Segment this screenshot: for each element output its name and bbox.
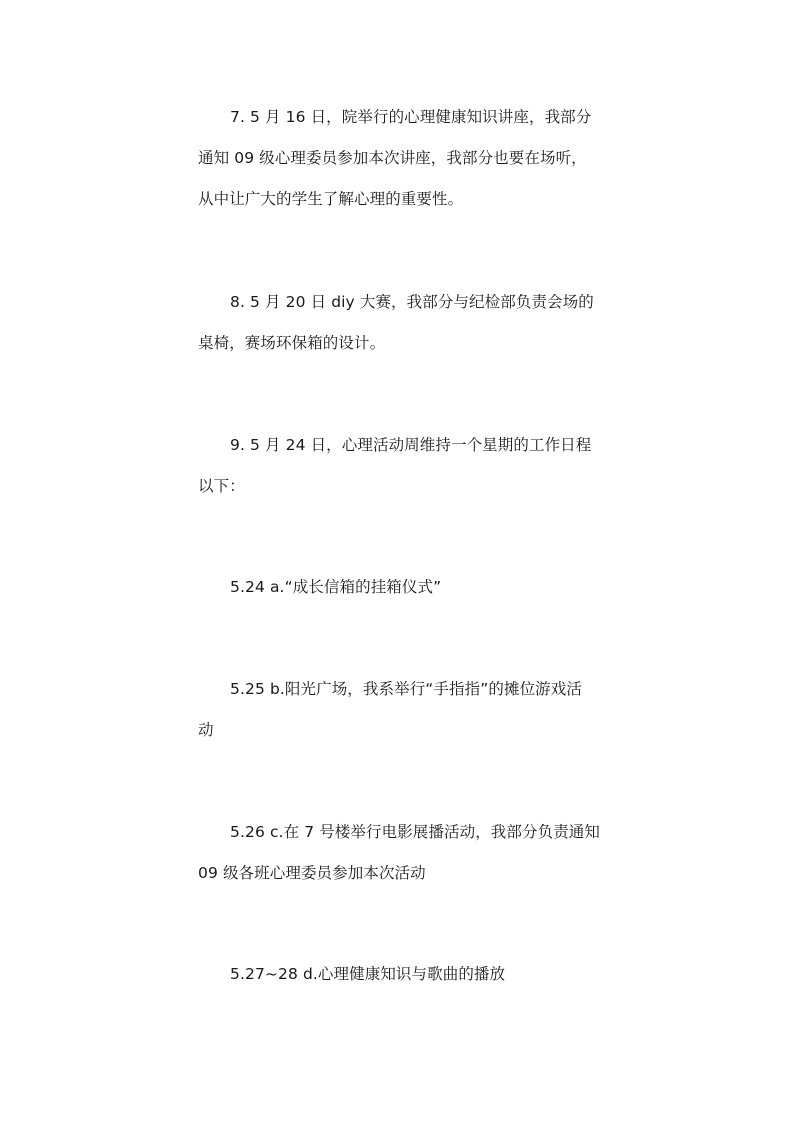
schedule-item-5-26 <box>198 812 600 894</box>
paragraph-item-7 <box>198 97 600 220</box>
paragraph-line: 桌椅，赛场环保箱的设计。 <box>198 334 386 352</box>
paragraph-line: 5.26 c.在 7 号楼举行电影展播活动，我部分负责通知 <box>230 823 601 841</box>
schedule-item-5-24 <box>198 567 600 608</box>
paragraph-line: 7. 5 月 16 日，院举行的心理健康知识讲座，我部分 <box>230 108 592 126</box>
paragraph-line: 以下： <box>198 477 245 495</box>
paragraph-line: 通知 09 级心理委员参加本次讲座，我部分也要在场听， <box>198 149 587 167</box>
schedule-item-5-25 <box>198 669 600 751</box>
paragraph-line: 5.24 a.“成长信箱的挂箱仪式” <box>230 578 442 596</box>
paragraph-item-9 <box>198 425 600 507</box>
paragraph-item-8 <box>198 282 600 364</box>
paragraph-line: 5.27~28 d.心理健康知识与歌曲的播放 <box>230 965 506 983</box>
paragraph-line: 09 级各班心理委员参加本次活动 <box>198 864 426 882</box>
schedule-item-5-27-28 <box>198 954 600 995</box>
paragraph-line: 8. 5 月 20 日 diy 大赛，我部分与纪检部负责会场的 <box>230 293 594 311</box>
paragraph-line: 5.25 b.阳光广场，我系举行“手指指”的摊位游戏活 <box>230 680 582 698</box>
paragraph-line: 从中让广大的学生了解心理的重要性。 <box>198 190 464 208</box>
paragraph-line: 动 <box>198 721 214 739</box>
paragraph-line: 9. 5 月 24 日，心理活动周维持一个星期的工作日程 <box>230 436 592 454</box>
